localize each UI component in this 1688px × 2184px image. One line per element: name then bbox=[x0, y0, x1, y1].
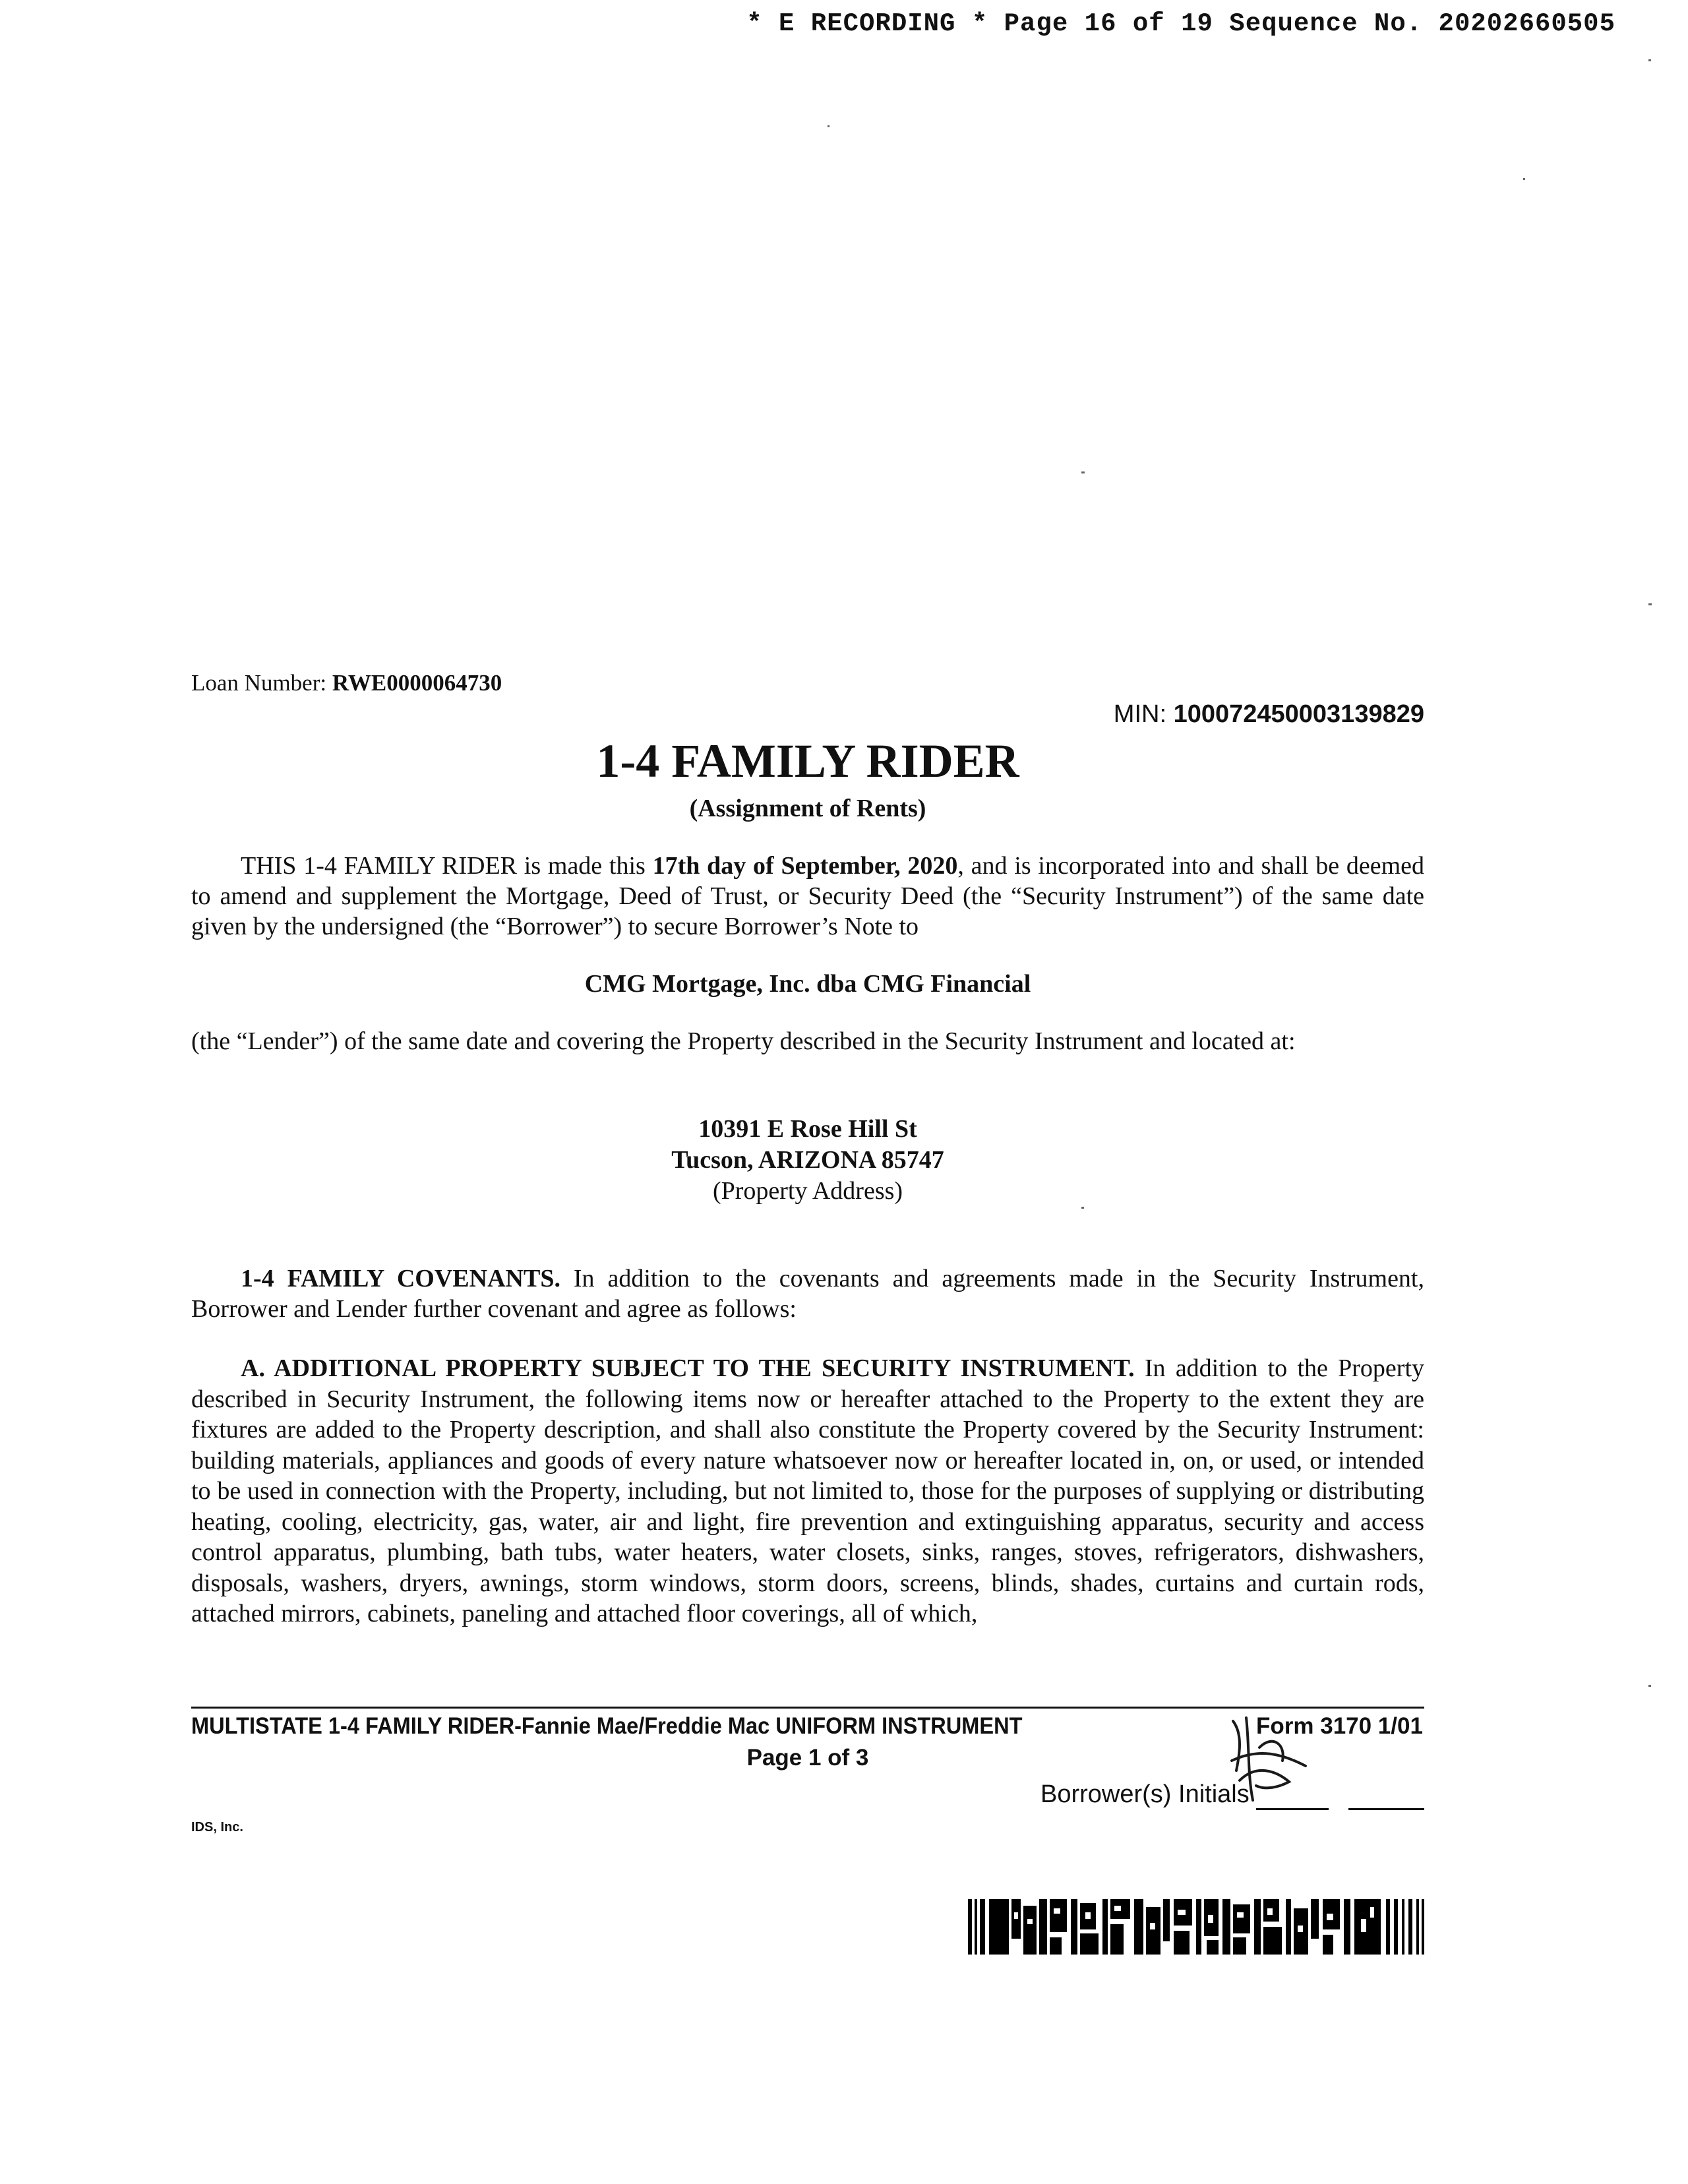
lender-paragraph: (the “Lender”) of the same date and covering the Property described in the Security Instrument and located at: bbox=[191, 1027, 1296, 1055]
rider-date: 17th day of September, 2020 bbox=[652, 852, 958, 880]
scan-speck bbox=[1648, 1685, 1651, 1687]
min-number bbox=[857, 700, 1424, 729]
section-a-paragraph bbox=[191, 1353, 1424, 1629]
property-street: 10391 E Rose Hill St bbox=[698, 1115, 917, 1143]
footer-form-number: Form 3170 1/01 bbox=[1256, 1713, 1423, 1739]
property-city-state-zip: Tucson, ARIZONA 85747 bbox=[671, 1146, 944, 1174]
scan-speck bbox=[1081, 471, 1085, 473]
loan-number-value: RWE0000064730 bbox=[332, 670, 502, 696]
scan-speck bbox=[828, 125, 829, 127]
vendor-label: IDS, Inc. bbox=[191, 1820, 243, 1835]
section-a-heading: A. ADDITIONAL PROPERTY SUBJECT TO THE SECURITY INSTRUMENT. bbox=[241, 1354, 1135, 1382]
borrower-initials-label: Borrower(s) Initials bbox=[1040, 1780, 1250, 1808]
covenants-text: In addition to the covenants and agreements made in the Security Instrument, Borrower and Lender further covenant and agree as follows: bbox=[191, 1265, 1424, 1323]
scan-speck bbox=[1523, 178, 1525, 180]
min-value: 100072450003139829 bbox=[1173, 700, 1424, 728]
intro-paragraph bbox=[191, 851, 1424, 942]
scan-speck bbox=[1648, 59, 1651, 61]
scan-speck bbox=[1081, 1207, 1084, 1209]
min-label: MIN: bbox=[1113, 700, 1167, 728]
intro-text-2: , and is incorporated into and shall be deemed to amend and supplement the Mortgage, Deed of Trust, or Security Deed (the “Security Instrument”) of the same date given by the undersigned (the “Borrower”) to secure Borrower’s Note to bbox=[191, 852, 1424, 940]
footer-form-title: MULTISTATE 1-4 FAMILY RIDER-Fannie Mae/Freddie Mac UNIFORM INSTRUMENT bbox=[191, 1713, 1023, 1739]
barcode-image bbox=[968, 1899, 1424, 1955]
intro-text-1: THIS 1-4 FAMILY RIDER is made this bbox=[241, 852, 653, 880]
loan-number bbox=[191, 670, 502, 696]
lender-name: CMG Mortgage, Inc. dba CMG Financial bbox=[584, 970, 1031, 998]
covenants-paragraph bbox=[191, 1263, 1424, 1324]
recording-header: * E RECORDING * Page 16 of 19 Sequence No. 20202660505 bbox=[746, 9, 1615, 38]
footer-page-number: Page 1 of 3 bbox=[746, 1745, 869, 1771]
section-a-text: In addition to the Property described in Security Instrument, the following items now or hereafter attached to the Property to the extent they are fixtures are added to the Property description, and shall also constitute the Property covered by the Security Instrument: building materials, appliances and goods of every nature whatsoever now or hereafter located in, on, or used, or intended to be used in connection with the Property, including, but not limited to, those for the purposes of supplying or distributing heating, cooling, electricity, gas, water, air and light, fire prevention and extinguishing apparatus, security and access control apparatus, plumbing, bath tubs, water heaters, water closets, sinks, ranges, stoves, refrigerators, dishwashers, disposals, washers, dryers, awnings, storm windows, storm doors, screens, blinds, shades, curtains and curtain rods, attached mirrors, cabinets, paneling and attached floor coverings, all of which, bbox=[191, 1354, 1425, 1627]
property-address-label: (Property Address) bbox=[712, 1177, 903, 1205]
initials-line bbox=[1256, 1808, 1329, 1810]
document-title: 1-4 FAMILY RIDER bbox=[596, 735, 1019, 787]
loan-number-label: Loan Number: bbox=[191, 670, 327, 696]
initials-line bbox=[1348, 1808, 1424, 1810]
covenants-heading: 1-4 FAMILY COVENANTS. bbox=[241, 1265, 560, 1292]
document-subtitle: (Assignment of Rents) bbox=[689, 795, 926, 822]
scan-speck bbox=[1648, 603, 1652, 605]
borrower-initials-signature bbox=[1220, 1708, 1312, 1807]
